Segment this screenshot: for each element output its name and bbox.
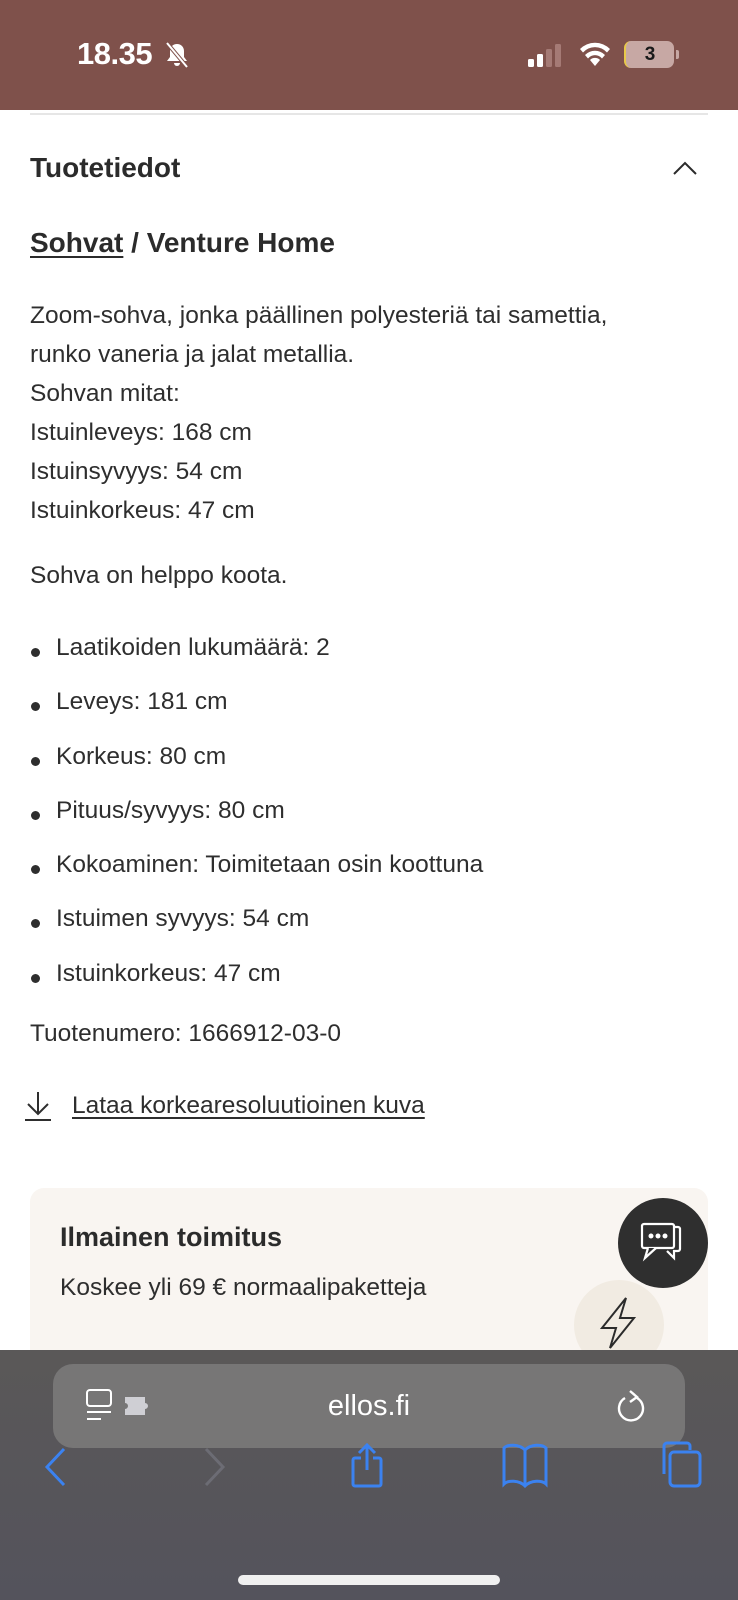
- spec-item: Kokoaminen: Toimitetaan osin koottuna: [30, 851, 483, 905]
- browser-toolbar: [0, 1350, 738, 1600]
- description-line: Zoom-sohva, jonka päällinen polyesteriä tai samettia,: [30, 302, 608, 329]
- description-line: Istuinsyvyys: 54 cm: [30, 458, 243, 485]
- description-note: Sohva on helppo koota.: [30, 562, 288, 589]
- spec-list: [30, 634, 483, 1014]
- battery-tip: [676, 50, 679, 59]
- chat-bubbles-icon: [638, 1221, 688, 1265]
- description-line: Istuinleveys: 168 cm: [30, 419, 252, 446]
- spec-item: Istuinkorkeus: 47 cm: [30, 960, 483, 1014]
- description-line: Sohvan mitat:: [30, 380, 180, 407]
- free-delivery-card: [30, 1188, 708, 1350]
- battery-level: 3: [644, 44, 656, 65]
- page-content[interactable]: [0, 110, 738, 1350]
- delivery-title: Ilmainen toimitus: [60, 1222, 283, 1252]
- download-icon: [24, 1090, 52, 1122]
- lightning-bolt-icon: [596, 1296, 640, 1350]
- cellular-signal-icon: [528, 44, 564, 68]
- download-link-label[interactable]: Lataa korkearesoluutioinen kuva: [72, 1092, 425, 1119]
- breadcrumb: [30, 227, 335, 259]
- spec-item: Pituus/syvyys: 80 cm: [30, 797, 483, 851]
- chat-button[interactable]: [618, 1198, 708, 1288]
- description-line: Istuinkorkeus: 47 cm: [30, 497, 255, 524]
- reload-icon[interactable]: [615, 1388, 647, 1424]
- product-number: Tuotenumero: 1666912-03-0: [30, 1020, 341, 1047]
- share-icon[interactable]: [348, 1420, 388, 1490]
- download-image-link[interactable]: [24, 1090, 425, 1122]
- bookmarks-icon[interactable]: [500, 1442, 550, 1488]
- spec-item: Istuimen syvyys: 54 cm: [30, 905, 483, 959]
- status-bar: [0, 0, 738, 110]
- spec-item: Korkeus: 80 cm: [30, 743, 483, 797]
- breadcrumb-separator: /: [123, 227, 147, 258]
- delivery-subtitle: Koskee yli 69 € normaalipaketteja: [60, 1274, 427, 1301]
- bell-slash-icon: [163, 41, 191, 69]
- spec-item: Leveys: 181 cm: [30, 688, 483, 742]
- breadcrumb-brand: Venture Home: [146, 227, 335, 258]
- back-icon[interactable]: [42, 1446, 70, 1488]
- wifi-icon: [578, 40, 612, 68]
- status-time: 18.35: [77, 36, 153, 71]
- section-title[interactable]: Tuotetiedot: [30, 152, 181, 183]
- spec-item: Laatikoiden lukumäärä: 2: [30, 634, 483, 688]
- home-indicator[interactable]: [238, 1575, 500, 1585]
- tabs-icon[interactable]: [658, 1440, 704, 1488]
- url-text[interactable]: ellos.fi: [327, 1390, 411, 1422]
- description-line: runko vaneria ja jalat metallia.: [30, 341, 355, 368]
- battery-indicator: [624, 41, 674, 68]
- product-description: [30, 296, 720, 595]
- divider: [30, 113, 708, 115]
- breadcrumb-category-link[interactable]: Sohvat: [30, 227, 124, 258]
- chevron-up-icon[interactable]: [671, 158, 699, 178]
- forward-icon[interactable]: [200, 1446, 228, 1488]
